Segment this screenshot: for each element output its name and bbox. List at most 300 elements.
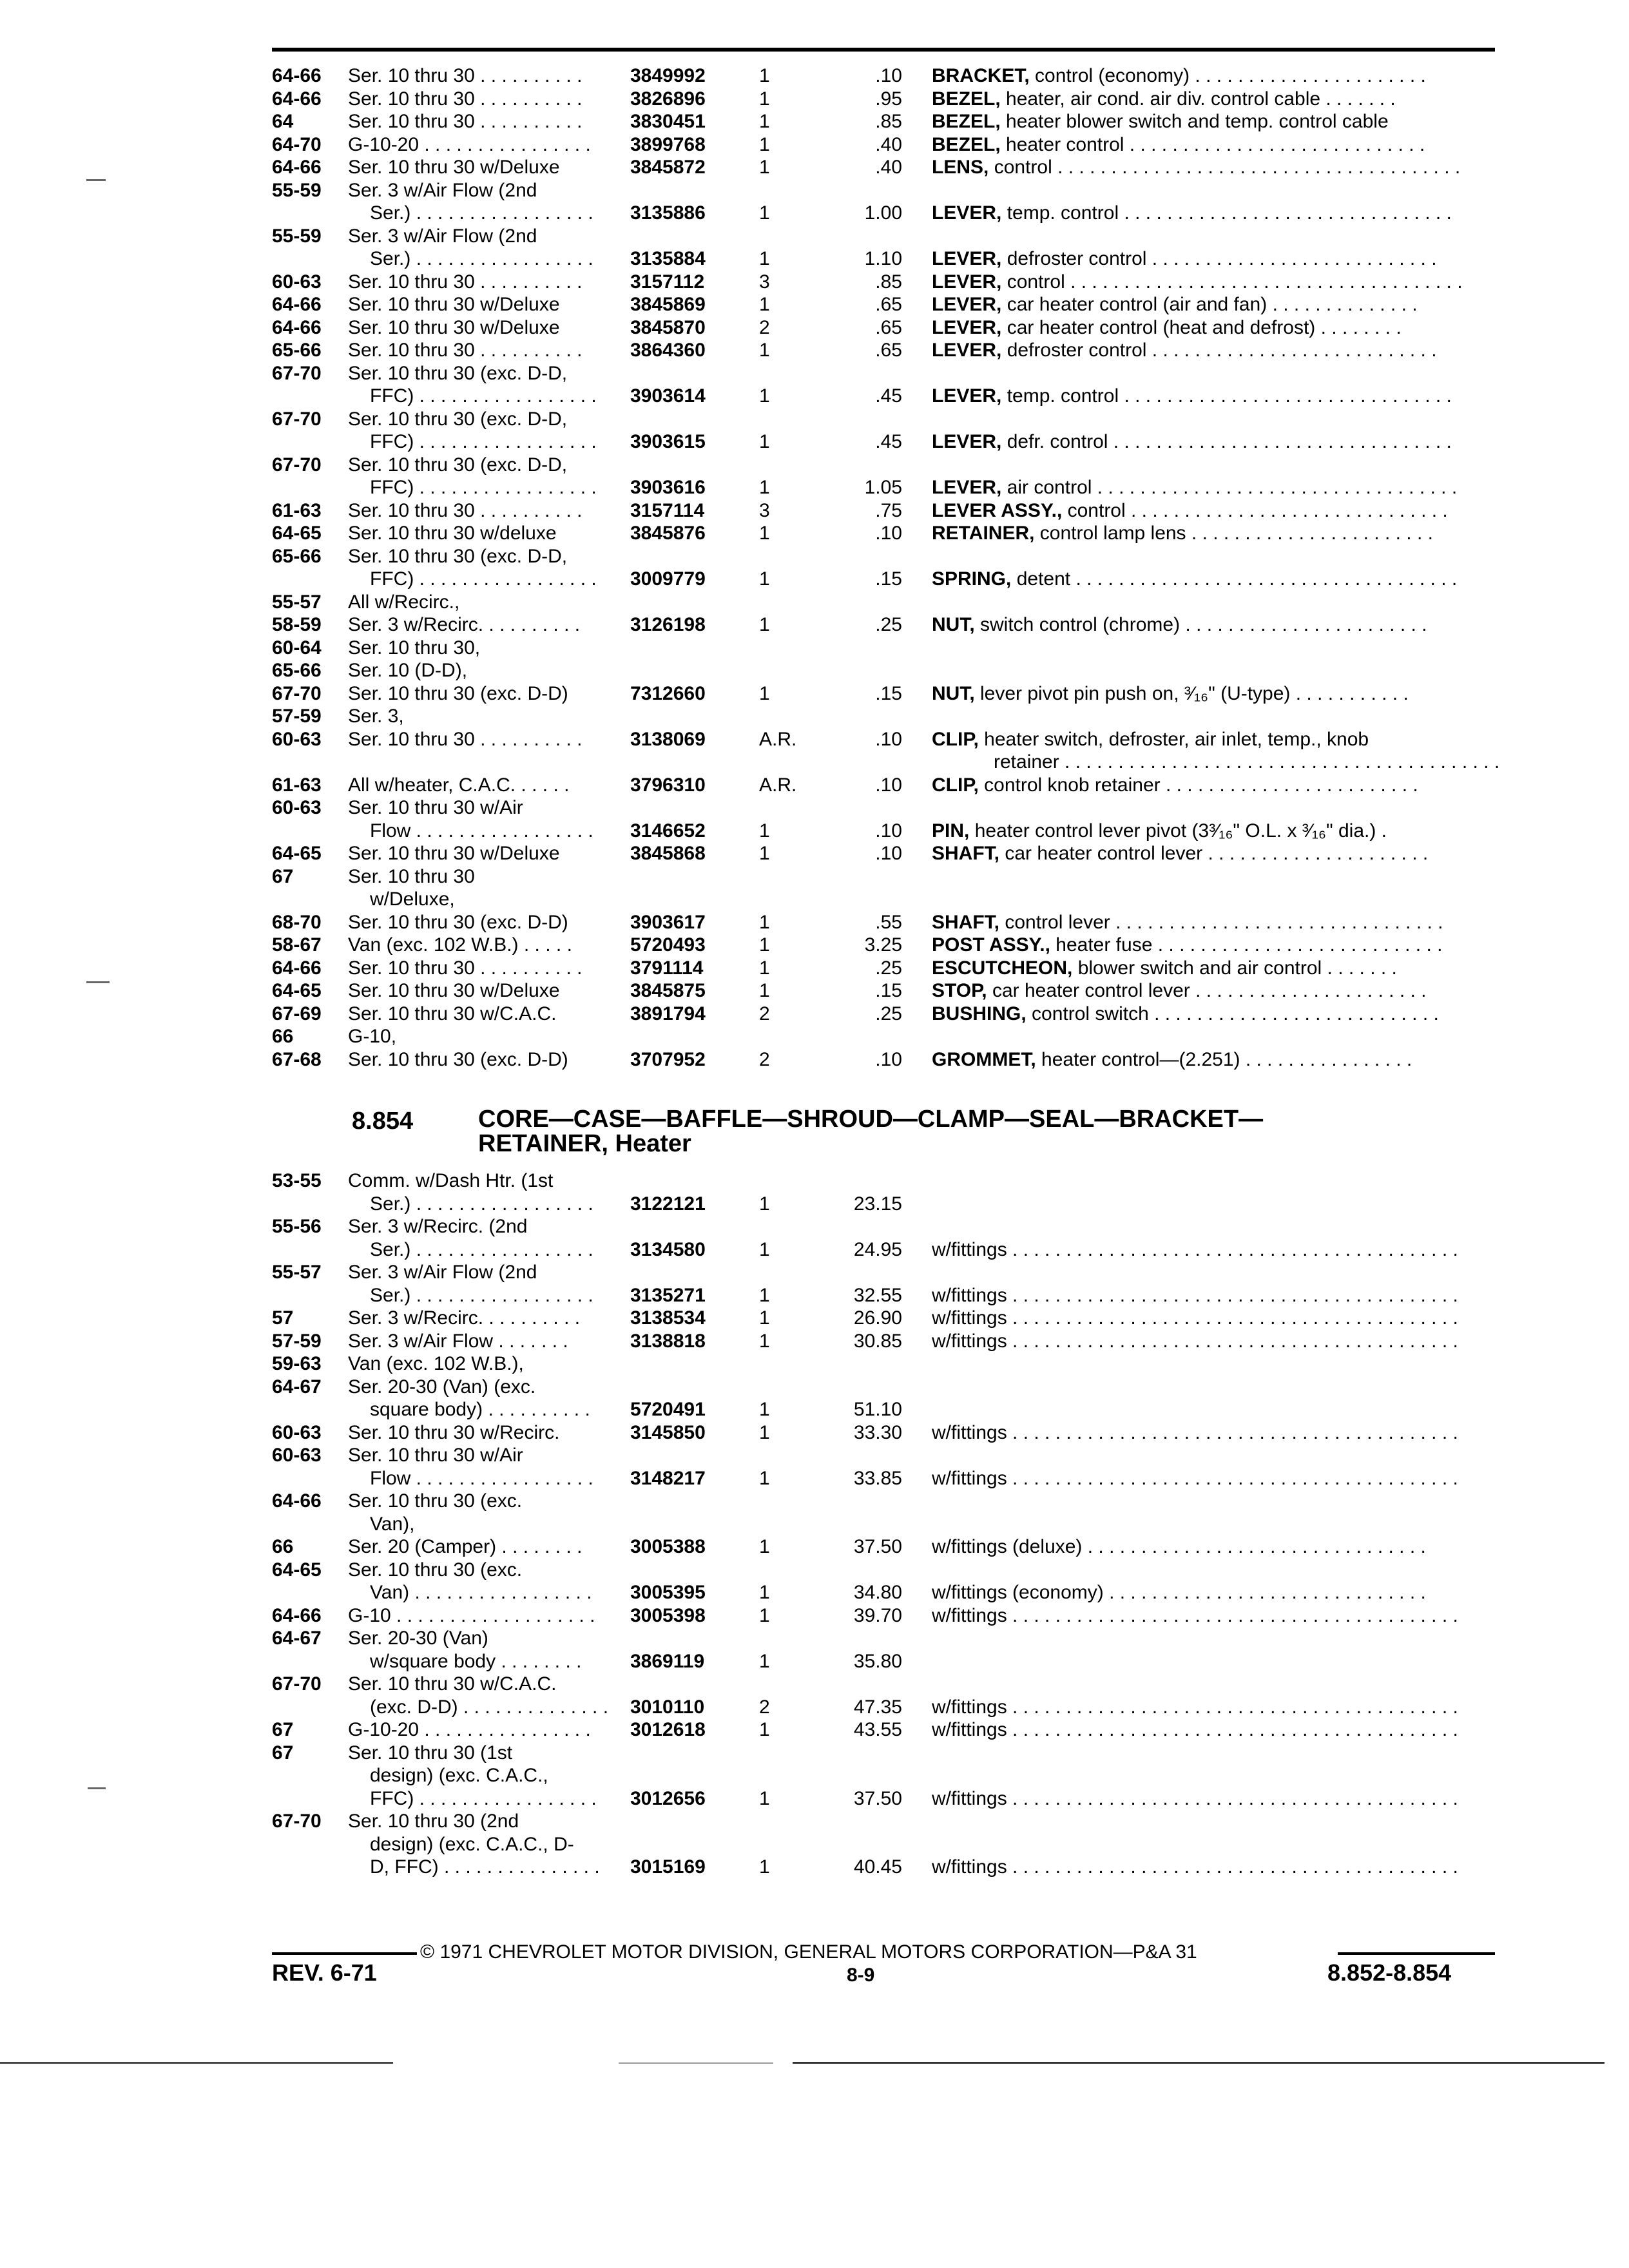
year-range: 67: [272, 1742, 294, 1763]
table-row: [0, 1856, 1629, 1879]
year-range: 64-66: [272, 1490, 322, 1512]
model-description: Ser. 3 w/Recirc. (2nd: [348, 1216, 528, 1237]
price: .40: [875, 133, 902, 155]
year-range: 64-65: [272, 980, 322, 1001]
table-row: [0, 225, 1629, 248]
item-name: LEVER,: [932, 385, 1002, 407]
part-number: 3135886: [630, 202, 706, 224]
model-description: Ser. 3 w/Recirc. . . . . . . . . .: [348, 614, 581, 635]
table-row: [0, 1742, 1629, 1765]
price: .85: [875, 271, 902, 293]
table-row: [0, 1376, 1629, 1399]
item-detail: air control . . . . . . . . . . . . . . . . . . . . . . . . . . . . . . . . . .: [1001, 477, 1458, 498]
table-row: [0, 362, 1629, 385]
year-range: 60-63: [272, 1445, 322, 1466]
table-row: [0, 1673, 1629, 1696]
item-description: [932, 316, 1499, 340]
part-number: 3146652: [630, 820, 706, 841]
part-number: 7312660: [630, 682, 706, 704]
table-row: [0, 1352, 1629, 1376]
part-number: 3845875: [630, 980, 706, 1001]
item-detail: heater fuse . . . . . . . . . . . . . . . . . . . . . . . . . . .: [1050, 934, 1443, 956]
model-description: Flow . . . . . . . . . . . . . . . . .: [370, 1467, 593, 1489]
price: .45: [875, 431, 902, 452]
price: 24.95: [853, 1238, 902, 1260]
item-detail: w/fittings . . . . . . . . . . . . . . . . . . . . . . . . . . . . . . . . . . . . . . . . . .: [932, 1307, 1458, 1329]
model-description: w/Deluxe,: [370, 889, 455, 910]
price: .10: [875, 728, 902, 750]
item-name: LEVER,: [932, 477, 1002, 498]
quantity: 1: [759, 1787, 770, 1809]
table-row: [0, 88, 1629, 111]
price: 43.55: [853, 1719, 902, 1740]
year-range: 64: [272, 111, 294, 132]
quantity: 1: [759, 1399, 770, 1420]
item-description: [932, 751, 1561, 774]
scan-edge-line: [0, 2062, 393, 2064]
item-detail: w/fittings (deluxe) . . . . . . . . . . . . . . . . . . . . . . . . . . . . . . . .: [932, 1536, 1426, 1557]
quantity: 1: [759, 248, 770, 269]
item-description: [932, 88, 1499, 111]
item-detail: heater switch, defroster, air inlet, temp., knob: [978, 728, 1369, 750]
scan-edge-line: [619, 2062, 773, 2064]
quantity: A.R.: [759, 774, 797, 796]
item-detail: w/fittings (economy) . . . . . . . . . . . . . . . . . . . . . . . . . . . . . .: [932, 1582, 1426, 1603]
model-description: Ser. 10 thru 30 (exc. D-D): [348, 682, 568, 704]
item-description: [932, 1421, 1499, 1445]
table-row: [0, 637, 1629, 660]
table-row: [0, 545, 1629, 568]
price: .40: [875, 157, 902, 178]
table-row: [0, 1604, 1629, 1628]
year-range: 55-57: [272, 1262, 322, 1283]
year-range: 64-65: [272, 523, 322, 544]
table-row: [0, 1559, 1629, 1582]
table-row: [0, 728, 1629, 751]
part-number: 3005388: [630, 1536, 706, 1557]
model-description: FFC) . . . . . . . . . . . . . . . . .: [370, 477, 597, 498]
year-range: 57-59: [272, 706, 322, 727]
price: .15: [875, 682, 902, 704]
item-name: ESCUTCHEON,: [932, 957, 1073, 979]
table-row: [0, 430, 1629, 454]
item-detail: w/fittings . . . . . . . . . . . . . . . . . . . . . . . . . . . . . . . . . . . . . . . . . .: [932, 1238, 1458, 1260]
table-row: [0, 659, 1629, 682]
part-number: 3791114: [630, 957, 704, 979]
page-footer: [0, 1933, 1629, 1991]
quantity: 1: [759, 934, 770, 956]
item-name: CLIP,: [932, 774, 979, 796]
item-detail: control . . . . . . . . . . . . . . . . . . . . . . . . . . . . . . . . . . . . .: [1001, 271, 1463, 293]
year-range: 64-66: [272, 316, 322, 338]
model-description: Ser.) . . . . . . . . . . . . . . . . .: [370, 1238, 593, 1260]
quantity: 1: [759, 1307, 770, 1329]
table-row: [0, 1467, 1629, 1490]
model-description: Ser. 3 w/Air Flow (2nd: [348, 1262, 537, 1283]
quantity: 1: [759, 133, 770, 155]
year-range: 67-70: [272, 362, 322, 384]
quantity: 1: [759, 911, 770, 933]
table-row: [0, 1421, 1629, 1445]
table-row: [0, 1398, 1629, 1421]
price: 37.50: [853, 1536, 902, 1557]
item-detail: control lamp lens . . . . . . . . . . . . . . . . . . . . . . .: [1034, 523, 1433, 544]
table-row: [0, 613, 1629, 637]
table-row: [0, 842, 1629, 865]
scan-edge-line: [793, 2062, 1605, 2064]
item-detail: control . . . . . . . . . . . . . . . . . . . . . . . . . . . . . .: [1062, 499, 1448, 521]
item-detail: defroster control . . . . . . . . . . . . . . . . . . . . . . . . . . .: [1001, 340, 1437, 361]
table-row: [0, 271, 1629, 294]
part-number: 3145850: [630, 1421, 706, 1443]
table-row: [0, 499, 1629, 523]
quantity: 1: [759, 65, 770, 86]
quantity: 1: [759, 294, 770, 315]
year-range: 64-66: [272, 88, 322, 110]
model-description: Ser. 10 thru 30 w/deluxe: [348, 523, 557, 544]
table-row: [0, 1833, 1629, 1856]
quantity: 1: [759, 1330, 770, 1352]
item-description: [932, 247, 1499, 271]
item-description: [932, 613, 1499, 637]
item-description: [932, 728, 1499, 751]
section-title-line: RETAINER, Heater: [478, 1130, 691, 1157]
model-description: G-10-20 . . . . . . . . . . . . . . . .: [348, 133, 591, 155]
price: 40.45: [853, 1856, 902, 1878]
year-range: 61-63: [272, 499, 322, 521]
item-name: BEZEL,: [932, 88, 1001, 110]
table-row: [0, 1444, 1629, 1467]
part-number: 3845876: [630, 523, 706, 544]
item-description: [932, 1718, 1499, 1742]
item-detail: control (economy) . . . . . . . . . . . . . . . . . . . . . .: [1029, 65, 1426, 86]
price: .10: [875, 843, 902, 864]
item-description: [932, 522, 1499, 545]
price: .10: [875, 523, 902, 544]
item-detail: w/fittings . . . . . . . . . . . . . . . . . . . . . . . . . . . . . . . . . . . . . . . . . .: [932, 1787, 1458, 1809]
table-row: [0, 1261, 1629, 1284]
year-range: 64-66: [272, 294, 322, 315]
price: .95: [875, 88, 902, 110]
item-description: [932, 133, 1499, 157]
item-detail: w/fittings . . . . . . . . . . . . . . . . . . . . . . . . . . . . . . . . . . . . . . . . . .: [932, 1604, 1458, 1626]
model-description: All w/Recirc.,: [348, 591, 460, 613]
table-row: [0, 796, 1629, 820]
year-range: 67: [272, 1719, 294, 1740]
table-row: [0, 385, 1629, 408]
model-description: design) (exc. C.A.C., D-: [370, 1833, 574, 1855]
part-number: 3138818: [630, 1330, 706, 1352]
item-detail: retainer . . . . . . . . . . . . . . . . . . . . . . . . . . . . . . . . . . . . . . . . .: [994, 751, 1500, 773]
price: 34.80: [853, 1582, 902, 1603]
quantity: 2: [759, 1696, 770, 1718]
item-detail: detent . . . . . . . . . . . . . . . . . . . . . . . . . . . . . . . . . . . .: [1011, 568, 1458, 590]
item-detail: car heater control lever . . . . . . . . . . . . . . . . . . . . . .: [987, 980, 1427, 1001]
part-number: 3796310: [630, 774, 706, 796]
item-detail: heater control lever pivot (3³⁄₁₆" O.L. x ³⁄₁₆" dia.) .: [969, 820, 1387, 841]
year-range: 64-67: [272, 1376, 322, 1398]
year-range: 64-65: [272, 843, 322, 864]
model-description: D, FFC) . . . . . . . . . . . . . . .: [370, 1856, 600, 1878]
model-description: Ser. 10 thru 30 (exc. D-D,: [348, 454, 568, 476]
item-name: LEVER,: [932, 202, 1002, 224]
item-detail: heater control—(2.251) . . . . . . . . . . . . . . . .: [1036, 1048, 1412, 1070]
item-name: SPRING,: [932, 568, 1012, 590]
item-description: [932, 64, 1499, 88]
year-range: 61-63: [272, 774, 322, 796]
year-range: 64-65: [272, 1559, 322, 1581]
quantity: 1: [759, 1582, 770, 1603]
item-name: LEVER ASSY.,: [932, 499, 1063, 521]
year-range: 65-66: [272, 545, 322, 567]
model-description: Ser.) . . . . . . . . . . . . . . . . .: [370, 1284, 593, 1306]
table-row: [0, 865, 1629, 889]
year-range: 67-70: [272, 454, 322, 476]
section-heading: [0, 1107, 1629, 1165]
year-range: 64-70: [272, 133, 322, 155]
model-description: Ser. 10 thru 30 w/Deluxe: [348, 157, 560, 178]
item-name: SHAFT,: [932, 911, 999, 933]
section-title-line: CORE—CASE—BAFFLE—SHROUD—CLAMP—SEAL—BRACKET—: [478, 1106, 1264, 1133]
item-name: BRACKET,: [932, 65, 1030, 86]
quantity: 1: [759, 843, 770, 864]
price: 35.80: [853, 1650, 902, 1672]
quantity: 1: [759, 957, 770, 979]
model-description: square body) . . . . . . . . . .: [370, 1399, 590, 1420]
year-range: 68-70: [272, 911, 322, 933]
price: .65: [875, 316, 902, 338]
table-row: [0, 408, 1629, 431]
year-range: 64-66: [272, 957, 322, 979]
footer-rule: [272, 1952, 417, 1955]
model-description: Ser. 10 thru 30 w/Deluxe: [348, 294, 560, 315]
table-row: [0, 316, 1629, 340]
table-row: [0, 751, 1629, 774]
quantity: 1: [759, 1650, 770, 1672]
price: 33.85: [853, 1467, 902, 1489]
item-name: LEVER,: [932, 248, 1002, 269]
table-row: [0, 705, 1629, 728]
year-range: 64-66: [272, 65, 322, 86]
table-row: [0, 110, 1629, 133]
item-description: [932, 430, 1499, 454]
model-description: Van (exc. 102 W.B.) . . . . .: [348, 934, 572, 956]
part-number: 3015169: [630, 1856, 706, 1878]
part-number: 3903617: [630, 911, 706, 933]
part-number: 3126198: [630, 614, 706, 635]
price: 1.00: [864, 202, 902, 224]
table-row: [0, 293, 1629, 316]
model-description: Ser. 10 thru 30 (exc.: [348, 1490, 523, 1512]
part-number: 3134580: [630, 1238, 706, 1260]
table-row: [0, 202, 1629, 225]
year-range: 64-67: [272, 1628, 322, 1649]
item-detail: w/fittings . . . . . . . . . . . . . . . . . . . . . . . . . . . . . . . . . . . . . . . . . .: [932, 1719, 1458, 1740]
year-range: 55-59: [272, 179, 322, 201]
item-detail: w/fittings . . . . . . . . . . . . . . . . . . . . . . . . . . . . . . . . . . . . . . . . . .: [932, 1467, 1458, 1489]
model-description: Ser. 10 thru 30 (exc. D-D,: [348, 545, 568, 567]
model-description: Ser. 10 thru 30 . . . . . . . . . .: [348, 499, 583, 521]
part-number: 3826896: [630, 88, 706, 110]
table-row: [0, 476, 1629, 499]
part-number: 3012618: [630, 1719, 706, 1740]
part-number: 3845869: [630, 294, 706, 315]
item-description: [932, 682, 1499, 706]
copyright-notice: © 1971 CHEVROLET MOTOR DIVISION, GENERAL MOTORS CORPORATION—P&A 31: [420, 1941, 1197, 1963]
item-description: [932, 820, 1499, 843]
year-range: 53-55: [272, 1170, 322, 1191]
part-number: 3135884: [630, 248, 706, 269]
table-row: [0, 339, 1629, 362]
item-description: [932, 156, 1499, 179]
model-description: Van (exc. 102 W.B.),: [348, 1353, 524, 1374]
quantity: 1: [759, 568, 770, 590]
model-description: FFC) . . . . . . . . . . . . . . . . .: [370, 1787, 597, 1809]
table-row: [0, 1696, 1629, 1719]
table-row: [0, 1169, 1629, 1193]
price: 1.10: [864, 248, 902, 269]
model-description: Ser. 20 (Camper) . . . . . . . .: [348, 1536, 583, 1557]
model-description: Ser.) . . . . . . . . . . . . . . . . .: [370, 1193, 593, 1215]
model-description: Ser. 10 thru 30 w/Air: [348, 1445, 523, 1466]
part-number: 3903614: [630, 385, 706, 407]
item-detail: w/fittings . . . . . . . . . . . . . . . . . . . . . . . . . . . . . . . . . . . . . . . . . .: [932, 1421, 1458, 1443]
model-description: Ser. 10 thru 30 w/C.A.C.: [348, 1673, 557, 1695]
part-number: 3903615: [630, 431, 706, 452]
quantity: 2: [759, 1048, 770, 1070]
model-description: G-10,: [348, 1026, 397, 1047]
quantity: 1: [759, 88, 770, 110]
table-row: [0, 1215, 1629, 1238]
price: .55: [875, 911, 902, 933]
quantity: 1: [759, 1238, 770, 1260]
item-description: [932, 1604, 1499, 1628]
quantity: 1: [759, 111, 770, 132]
item-detail: heater, air cond. air div. control cable . . . . . . .: [1000, 88, 1396, 110]
item-description: [932, 911, 1499, 934]
table-row: [0, 1810, 1629, 1833]
item-detail: defroster control . . . . . . . . . . . . . . . . . . . . . . . . . . .: [1001, 248, 1437, 269]
year-range: 58-67: [272, 934, 322, 956]
item-description: [932, 1048, 1499, 1072]
model-description: Ser. 10 thru 30 w/Deluxe: [348, 843, 560, 864]
quantity: 1: [759, 1719, 770, 1740]
model-description: Ser. 3,: [348, 706, 404, 727]
item-description: [932, 774, 1499, 797]
model-description: Ser. 10 thru 30 . . . . . . . . . .: [348, 957, 583, 979]
quantity: 1: [759, 1536, 770, 1557]
item-description: [932, 842, 1499, 865]
price: .65: [875, 294, 902, 315]
revision-label: REV. 6-71: [272, 1959, 377, 1986]
table-row: [0, 1764, 1629, 1787]
price: .65: [875, 340, 902, 361]
quantity: 1: [759, 477, 770, 498]
model-description: Ser. 3 w/Air Flow (2nd: [348, 225, 537, 247]
item-name: POST ASSY.,: [932, 934, 1050, 956]
item-description: [932, 293, 1499, 316]
table-row: [0, 888, 1629, 911]
year-range: 67-70: [272, 1673, 322, 1695]
item-detail: w/fittings . . . . . . . . . . . . . . . . . . . . . . . . . . . . . . . . . . . . . . . . . .: [932, 1696, 1458, 1718]
model-description: Ser. 10 thru 30,: [348, 637, 481, 658]
price: 51.10: [853, 1399, 902, 1420]
model-description: Ser. 10 thru 30 . . . . . . . . . .: [348, 728, 583, 750]
item-detail: switch control (chrome) . . . . . . . . . . . . . . . . . . . . . . .: [974, 614, 1427, 635]
model-description: Ser. 10 thru 30 (exc.: [348, 1559, 523, 1581]
part-number: 3148217: [630, 1467, 706, 1489]
price: 1.05: [864, 477, 902, 498]
model-description: Ser. 10 thru 30 . . . . . . . . . .: [348, 88, 583, 110]
year-range: 67-68: [272, 1048, 322, 1070]
model-description: G-10 . . . . . . . . . . . . . . . . . . .: [348, 1604, 595, 1626]
model-description: Flow . . . . . . . . . . . . . . . . .: [370, 820, 593, 841]
item-name: GROMMET,: [932, 1048, 1036, 1070]
item-detail: heater control . . . . . . . . . . . . . . . . . . . . . . . . . . . .: [1000, 133, 1425, 155]
year-range: 65-66: [272, 340, 322, 361]
item-detail: blower switch and air control . . . . . . .: [1072, 957, 1397, 979]
quantity: 3: [759, 271, 770, 293]
part-number: 3903616: [630, 477, 706, 498]
table-row: [0, 1490, 1629, 1513]
item-name: BUSHING,: [932, 1003, 1027, 1024]
year-range: 60-63: [272, 1421, 322, 1443]
table-row: [0, 591, 1629, 614]
item-detail: car heater control (air and fan) . . . . . . . . . . . . . .: [1001, 294, 1418, 315]
table-row: [0, 1284, 1629, 1307]
item-name: BEZEL,: [932, 133, 1001, 155]
table-row: [0, 568, 1629, 591]
item-description: [932, 1787, 1499, 1811]
part-number: 3845872: [630, 157, 706, 178]
table-row: [0, 179, 1629, 202]
year-range: 67-70: [272, 1811, 322, 1832]
quantity: 1: [759, 1421, 770, 1443]
table-row: [0, 682, 1629, 706]
table-row: [0, 522, 1629, 545]
part-number: 3869119: [630, 1650, 705, 1672]
model-description: Ser. 10 thru 30 (exc. D-D): [348, 1048, 568, 1070]
page-number: 8-9: [847, 1965, 875, 1986]
item-name: LEVER,: [932, 340, 1002, 361]
item-name: SHAFT,: [932, 843, 999, 864]
model-description: All w/heater, C.A.C. . . . . .: [348, 774, 570, 796]
table-row: [0, 774, 1629, 797]
model-description: Van) . . . . . . . . . . . . . . . . .: [370, 1582, 592, 1603]
model-description: Ser. 10 thru 30 . . . . . . . . . .: [348, 340, 583, 361]
part-number: 5720493: [630, 934, 706, 956]
table-row: [0, 64, 1629, 88]
quantity: 1: [759, 202, 770, 224]
model-description: Ser. 10 thru 30 . . . . . . . . . .: [348, 111, 583, 132]
quantity: 1: [759, 980, 770, 1001]
part-number: 3005395: [630, 1582, 706, 1603]
price: .75: [875, 499, 902, 521]
table-row: [0, 156, 1629, 179]
price: .15: [875, 568, 902, 590]
item-name: LENS,: [932, 157, 989, 178]
table-row: [0, 1718, 1629, 1742]
table-row: [0, 1003, 1629, 1026]
item-description: [932, 1467, 1499, 1490]
item-description: [932, 110, 1499, 133]
quantity: 1: [759, 1467, 770, 1489]
table-row: [0, 1535, 1629, 1559]
item-name: LEVER,: [932, 271, 1002, 293]
item-description: [932, 979, 1499, 1003]
item-name: BEZEL,: [932, 111, 1001, 132]
table-row: [0, 911, 1629, 934]
